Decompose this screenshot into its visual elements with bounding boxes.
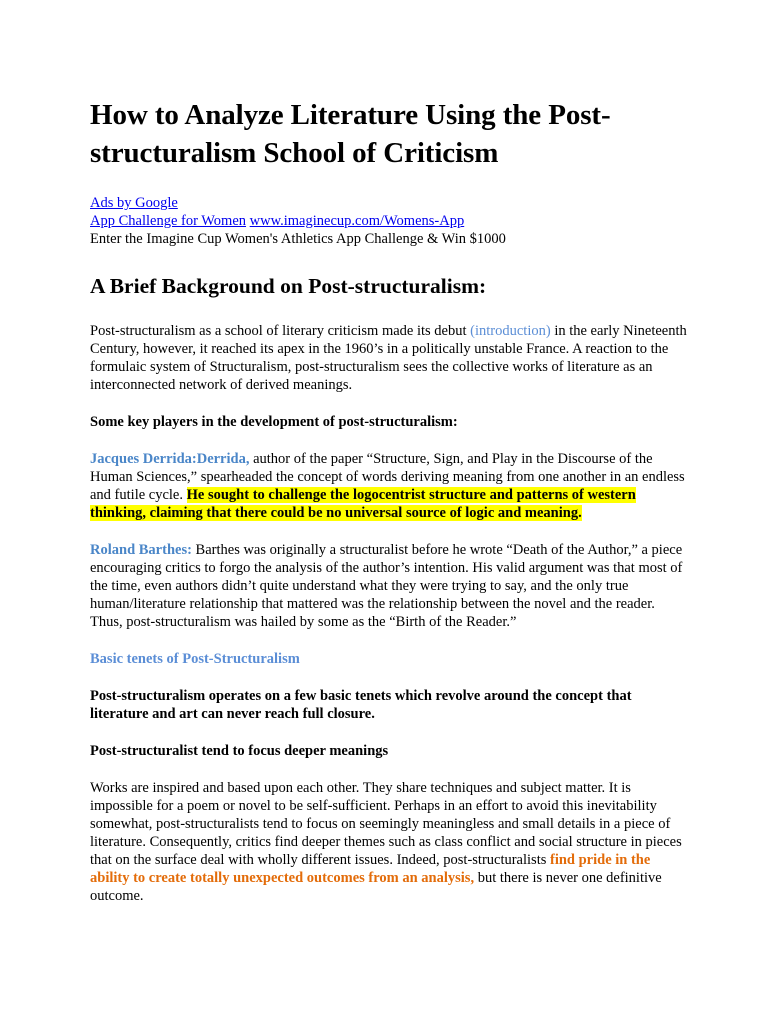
introduction-link[interactable]: (introduction) [470,323,551,339]
ad-description: Enter the Imagine Cup Women's Athletics App Challenge & Win $1000 [90,231,506,247]
works-text-after: but there is never one definitive outcome. [90,870,662,904]
deeper-heading: Post-structuralist tend to focus deeper meanings [90,743,389,759]
derrida-text: author of the paper “Structure, Sign, and Play in the Discourse of the Human Sciences,” spearheaded the concept of words deriving meaning from one another in an endless and futile cycle. [90,451,685,503]
tenets-heading-text: Basic tenets of Post-Structuralism [90,651,300,667]
key-players-heading: Some key players in the development of post-structuralism: [90,414,458,430]
intro-paragraph [90,322,688,394]
works-text-before: Works are inspired and based upon each other. They share techniques and subject matter. It is impossible for a poem or novel to be self-sufficient. Perhaps in an effort to avoid this inevitability somewhat, post-structuralists tend to focus on seemingly meaningless and small details in a piece of literature. Consequently, critics find deeper themes such as class conflict and social structure in pieces that on the surface deal with wholly different issues. Indeed, post-structuralists [90,780,682,868]
page-title: How to Analyze Literature Using the Post-structuralism School of Criticism [90,99,611,169]
ads-by-google-link[interactable]: Ads by Google [90,195,178,211]
tenets-paragraph: Post-structuralism operates on a few basic tenets which revolve around the concept that literature and art can never reach full closure. [90,688,632,722]
intro-text-before: Post-structuralism as a school of literary criticism made its debut [90,323,471,339]
works-orange-text: find pride in the ability to create totally unexpected outcomes from an analysis, [90,852,651,886]
works-paragraph [90,779,688,905]
barthes-text: Barthes was originally a structuralist before he wrote “Death of the Author,” a piece encouraging critics to forgo the analysis of the author’s intention. His valid argument was that most of the time, even authors didn’t quite understand what they were trying to say, and the only true human/literature relationship that mattered was the relationship between the novel and the reader. Thus, post-structuralism was hailed by some as the “Birth of the Reader.” [90,542,683,630]
derrida-highlight: He sought to challenge the logocentrist structure and patterns of western thinking, claiming that there could be no universal source of logic and meaning. [90,487,636,521]
section-heading: A Brief Background on Post-structuralism: [90,274,487,298]
barthes-name: Roland Barthes: [90,542,192,558]
tenets-heading [90,650,688,668]
derrida-paragraph [90,450,688,522]
intro-text-after: in the early Nineteenth Century, however, it reached its apex in the 1960’s in a politically unstable France. A reaction to the formulaic system of Structuralism, post-structuralism sees the collective works of literature as an interconnected network of derived meanings. [90,323,687,393]
ad-link[interactable]: App Challenge for Women [90,213,247,229]
ad-block [90,194,688,248]
derrida-name: Jacques Derrida:Derrida, [90,451,250,467]
ad-url-link[interactable]: www.imaginecup.com/Womens-App [249,213,465,229]
barthes-paragraph [90,541,688,631]
